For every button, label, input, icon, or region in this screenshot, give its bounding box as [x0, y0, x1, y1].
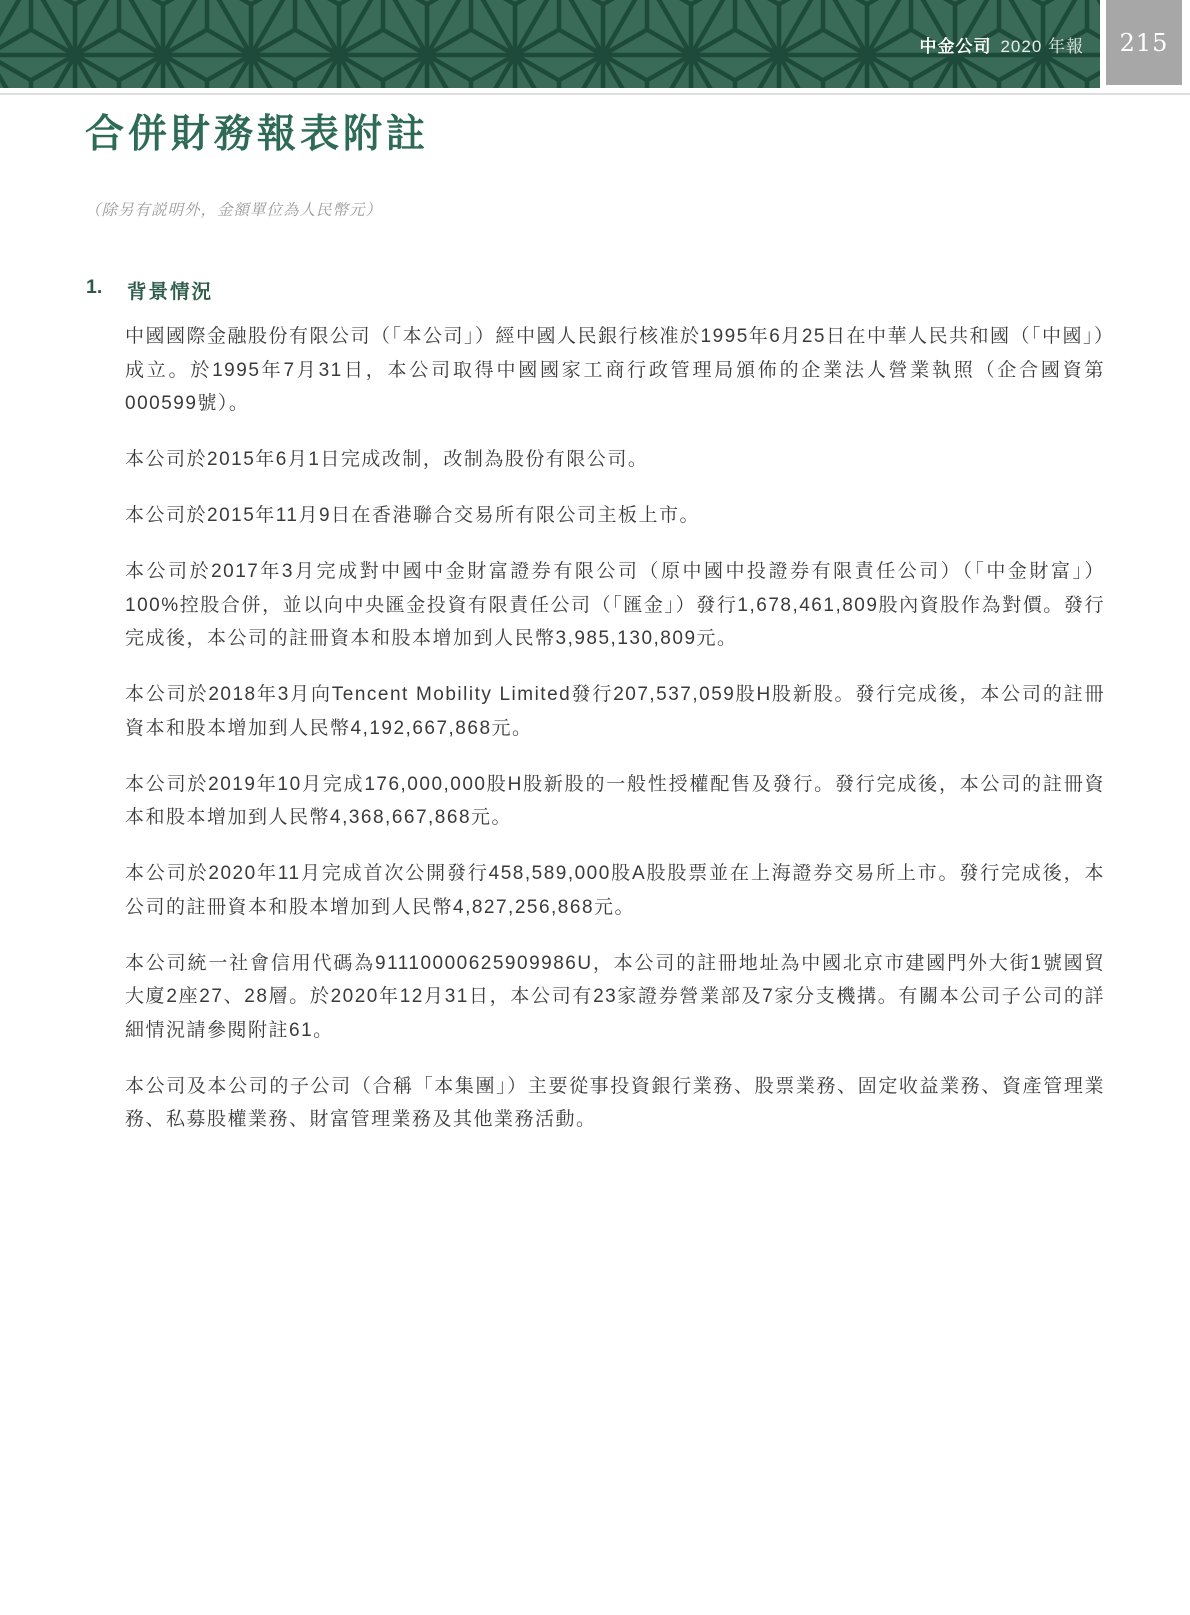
section-title: 背景情況 [127, 281, 214, 303]
paragraph: 本公司於2017年3月完成對中國中金財富證券有限公司（原中國中投證券有限責任公司）（「中金財富」）100%控股合併，並以向中央匯金投資有限責任公司（「匯金」）發行1,678,461,809股內資股作為對價。發行完成後，本公司的註冊資本和股本增加到人民幣3,985,130,809元。 [125, 561, 1105, 649]
header-banner [0, 0, 1100, 88]
paragraph: 本公司於2015年6月1日完成改制，改制為股份有限公司。 [125, 449, 649, 470]
page-number-box [1106, 0, 1182, 85]
paragraph: 本公司於2020年11月完成首次公開發行458,589,000股A股股票並在上海證券交易所上市。發行完成後，本公司的註冊資本和股本增加到人民幣4,827,256,868元。 [125, 863, 1105, 918]
header-divider [0, 93, 1190, 95]
section-paragraphs [125, 320, 1105, 1159]
paragraph: 本公司於2019年10月完成176,000,000股H股新股的一般性授權配售及發行。發行完成後，本公司的註冊資本和股本增加到人民幣4,368,667,868元。 [125, 773, 1105, 828]
paragraph: 本公司於2018年3月向Tencent Mobility Limited發行207,537,059股H股新股。發行完成後，本公司的註冊資本和股本增加到人民幣4,192,667,868元。 [125, 684, 1105, 739]
paragraph: 中國國際金融股份有限公司（「本公司」）經中國人民銀行核准於1995年6月25日在中華人民共和國（「中國」）成立。於1995年7月31日，本公司取得中國國家工商行政管理局頒佈的企業法人營業執照（企合國資第000599號）。 [125, 326, 1105, 414]
header-brand [919, 0, 1084, 88]
document-subtitle: （除另有説明外，金額單位為人民幣元） [85, 202, 383, 219]
paragraph: 本公司於2015年11月9日在香港聯合交易所有限公司主板上市。 [125, 505, 701, 526]
company-name: 中金公司 [919, 36, 992, 56]
page-number: 215 [1119, 28, 1169, 57]
paragraph: 本公司統一社會信用代碼為91110000625909986U，本公司的註冊地址為中國北京市建國門外大街1號國貿大廈2座27、28層。於2020年12月31日，本公司有23家證券營業部及7家分支機搆。有關本公司子公司的詳細情況請參閱附註61。 [125, 952, 1105, 1041]
document-title: 合併財務報表附註 [85, 113, 430, 156]
report-edition: 2020 年報 [1000, 36, 1084, 56]
section-number: 1. [86, 276, 103, 298]
paragraph: 本公司及本公司的子公司（合稱「本集團」）主要從事投資銀行業務、股票業務、固定收益業務、資產管理業務、私募股權業務、財富管理業務及其他業務活動。 [125, 1075, 1105, 1130]
